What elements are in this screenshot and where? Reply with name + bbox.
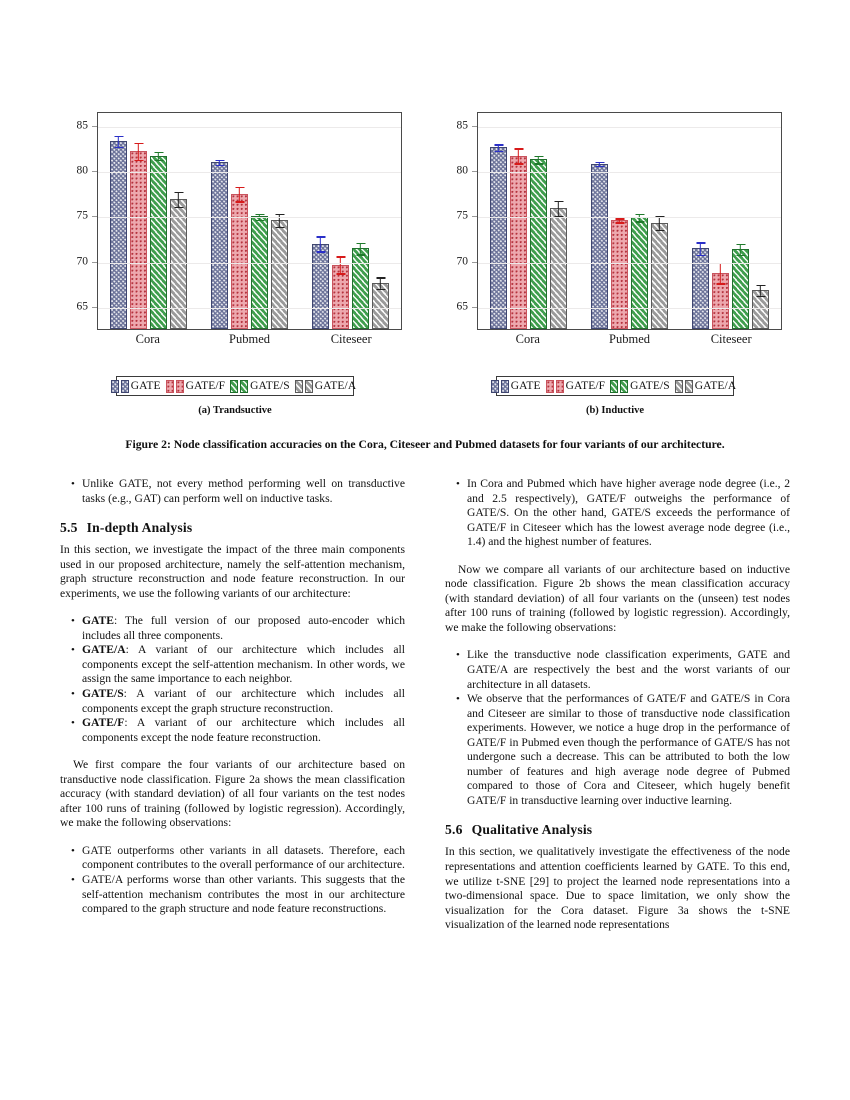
error-bar-line xyxy=(340,256,341,274)
list-item xyxy=(82,614,405,643)
gridline xyxy=(478,217,781,218)
error-bar xyxy=(696,242,705,256)
error-bar xyxy=(554,201,563,217)
y-tick-label: 85 xyxy=(456,118,468,131)
gridline xyxy=(98,217,401,218)
error-bar xyxy=(655,216,664,231)
y-axis-a xyxy=(60,112,92,330)
bar-groups-a xyxy=(98,113,401,329)
list-item: • GATE outperforms other variants in all datasets. Therefore, each component contributes to the overall performance of our architecture. xyxy=(82,844,405,873)
variant-text: : A variant of our architecture which includes all components except the graph structure reconstruction. xyxy=(82,687,405,715)
left-observations-list xyxy=(60,844,405,917)
error-bar-cap-bottom xyxy=(376,289,385,290)
chart-inductive xyxy=(440,112,790,396)
error-bar-cap-top xyxy=(554,201,563,202)
error-bar-cap-top xyxy=(514,148,523,149)
error-bar-cap-top xyxy=(154,152,163,153)
bar-gate-s-cora xyxy=(150,156,167,329)
x-axis-a xyxy=(97,332,402,347)
y-tick-label: 85 xyxy=(76,118,88,131)
error-bar-cap-bottom xyxy=(235,201,244,202)
list-item xyxy=(82,716,405,745)
plot-area-b xyxy=(477,112,782,330)
legend-label: GATE/S xyxy=(250,380,290,392)
legend-swatch xyxy=(556,380,564,393)
error-bar-cap-top xyxy=(534,156,543,157)
bar-gate-s-citeseer xyxy=(352,248,369,329)
error-bar-cap-top xyxy=(696,242,705,243)
error-bar-cap-bottom xyxy=(336,273,345,274)
error-bar-line xyxy=(178,192,179,208)
legend-swatch xyxy=(305,380,313,393)
bar-gate-a-citeseer xyxy=(372,283,389,329)
legend-label: GATE/A xyxy=(314,380,357,392)
error-bar-cap-top xyxy=(615,218,624,219)
legend-label: GATE xyxy=(510,380,541,392)
gridline xyxy=(98,308,401,309)
error-bar-cap-bottom xyxy=(615,222,624,223)
error-bar-cap-top xyxy=(356,243,365,244)
error-bar xyxy=(615,218,624,223)
error-bar-cap-bottom xyxy=(736,255,745,256)
error-bar-cap-top xyxy=(316,236,325,237)
plot-wrap-a xyxy=(60,112,410,362)
gridline xyxy=(478,172,781,173)
list-item: • Unlike GATE, not every method performing well on transductive tasks (e.g., GAT) can perform well on inductive tasks. xyxy=(82,477,405,506)
subcaption-a: (a) Trandsuctive xyxy=(198,405,272,416)
body-columns xyxy=(60,477,790,933)
bar-gate-cora xyxy=(110,141,127,329)
list-item: • GATE/A performs worse than other variants. This suggests that the self-attention mechanism contributes the most in our architecture compared to the graph structure and node feature reconstructions. xyxy=(82,873,405,917)
error-bar-cap-top xyxy=(215,160,224,161)
x-tick-label-pubmed: Pubmed xyxy=(609,332,650,346)
y-tick-label: 75 xyxy=(76,209,88,222)
figure-2 xyxy=(60,112,790,451)
subcaptions xyxy=(60,405,790,416)
legend-label: GATE/F xyxy=(185,380,226,392)
error-bar xyxy=(215,160,224,166)
legend-label: GATE xyxy=(130,380,161,392)
error-bar xyxy=(716,263,725,285)
error-bar-cap-top xyxy=(336,256,345,257)
error-bar-cap-top xyxy=(595,162,604,163)
legend-swatch xyxy=(610,380,618,393)
legend-swatch xyxy=(620,380,628,393)
legend-item-gate-a xyxy=(675,380,740,393)
x-tick-label-citeseer: Citeseer xyxy=(710,332,752,346)
gridline xyxy=(98,263,401,264)
list-item xyxy=(82,643,405,687)
y-tick-label: 80 xyxy=(456,164,468,177)
legend-swatch xyxy=(240,380,248,393)
list-item: • In Cora and Pubmed which have higher average node degree (i.e., 2 and 2.5 respectively), GATE/F outweighs the performance of GATE/S. On the other hand, GATE/S exceeds the performance of GATE/F in Citeseer which has the lowest average node degree (i.e., 1.4) and the highest number of features. xyxy=(467,477,790,550)
error-bar-cap-bottom xyxy=(356,254,365,255)
error-bar-cap-top xyxy=(635,214,644,215)
legend-swatch xyxy=(166,380,174,393)
bar-gate-a-cora xyxy=(550,208,567,329)
legend-swatch xyxy=(685,380,693,393)
gridline xyxy=(98,172,401,173)
gridline xyxy=(98,127,401,128)
y-tick-label: 65 xyxy=(76,300,88,313)
variant-name: GATE/A xyxy=(82,643,126,657)
legend-item-gate-s xyxy=(610,380,673,393)
bar-gate-pubmed xyxy=(591,164,608,329)
legend-label: GATE/A xyxy=(694,380,737,392)
error-bar xyxy=(376,277,385,290)
list-item: • Like the transductive node classification experiments, GATE and GATE/A are respectively the best and the worst variants of our architecture in all datasets. xyxy=(467,648,790,692)
legend-swatch xyxy=(121,380,129,393)
error-bar xyxy=(275,214,284,229)
error-bar-cap-bottom xyxy=(215,165,224,166)
variant-text: : A variant of our architecture which includes all components except the node feature reconstruction. xyxy=(82,716,405,744)
legend-swatch xyxy=(230,380,238,393)
plot-area-a xyxy=(97,112,402,330)
variant-text: : A variant of our architecture which includes all components except the self-attention mechanism. In other words, we assign the same importance to each neighbor. xyxy=(82,643,405,686)
error-bar-cap-bottom xyxy=(134,160,143,161)
error-bar-cap-top xyxy=(494,144,503,145)
error-bar-cap-top xyxy=(255,214,264,215)
left-column xyxy=(60,477,405,933)
y-tick-label: 70 xyxy=(76,255,88,268)
paragraph-qualitative-intro: In this section, we qualitatively investigate the effectiveness of the node representations and attention coefficients learned by GATE. To this end, we utilize t-SNE [29] to project the learned node representations into a two-dimensional space. Due to space limitation, we only show the visualization for the Cora dataset. Figure 3a shows the t-SNE visualization of the learned node representations xyxy=(445,845,790,932)
error-bar-line xyxy=(320,236,321,252)
x-axis-b xyxy=(477,332,782,347)
legend-item-gate xyxy=(111,380,164,393)
error-bar-cap-bottom xyxy=(494,151,503,152)
legend-swatch xyxy=(491,380,499,393)
bar-gate-cora xyxy=(490,147,507,329)
bar-gate-s-pubmed xyxy=(251,216,268,329)
legend-item-gate-a xyxy=(295,380,360,393)
error-bar xyxy=(154,152,163,161)
bar-gate-s-citeseer xyxy=(732,249,749,329)
error-bar-cap-top xyxy=(736,244,745,245)
error-bar-line xyxy=(720,263,721,285)
gridline xyxy=(478,308,781,309)
bar-group xyxy=(579,113,680,329)
error-bar-cap-bottom xyxy=(756,296,765,297)
error-bar xyxy=(316,236,325,252)
right-column xyxy=(445,477,790,933)
bar-gate-a-cora xyxy=(170,199,187,329)
bar-group xyxy=(478,113,579,329)
list-item xyxy=(82,687,405,716)
error-bar-line xyxy=(558,201,559,217)
bar-gate-citeseer xyxy=(312,244,329,329)
bar-group xyxy=(680,113,781,329)
legend-a xyxy=(116,376,357,396)
x-tick-label-pubmed: Pubmed xyxy=(229,332,270,346)
error-bar xyxy=(235,187,244,203)
error-bar xyxy=(114,136,123,149)
legend-item-gate-f xyxy=(546,380,609,393)
legend-item-gate-f xyxy=(166,380,229,393)
legend-swatch xyxy=(111,380,119,393)
list-item: • We observe that the performances of GATE/F and GATE/S in Cora and Citeseer are similar to those of transductive node classification experiments. However, we notice a huge drop in the performance of GATE/F in Pubmed even though the performance of GATE/S has not undergone such a decrease. This can be attributed to both the low number of features and high average node degree of Pubmed compared to those of Cora and Citeseer, which hugely benefit GATE/F in transductive learning over inductive learning. xyxy=(467,692,790,808)
legend-b xyxy=(496,376,737,396)
paragraph-in-depth-intro: In this section, we investigate the impact of the three main components used in our proposed architecture, namely the self-attention mechanism, graph structure reconstruction and node feature reconstruction. In our experiments, we use the following variants of our architecture: xyxy=(60,543,405,600)
error-bar-cap-top xyxy=(235,187,244,188)
variant-text: : The full version of our proposed auto-encoder which includes all three components. xyxy=(82,614,405,642)
bar-gate-f-pubmed xyxy=(611,220,628,329)
gridline xyxy=(478,263,781,264)
error-bar xyxy=(494,144,503,152)
legend-item-gate-s xyxy=(230,380,293,393)
variant-name: GATE xyxy=(82,614,114,628)
bar-group xyxy=(300,113,401,329)
error-bar-cap-bottom xyxy=(595,166,604,167)
right-bullet-list-top xyxy=(445,477,790,550)
variant-name: GATE/F xyxy=(82,716,125,730)
error-bar-cap-bottom xyxy=(174,207,183,208)
error-bar-cap-top xyxy=(275,214,284,215)
bar-group xyxy=(199,113,300,329)
error-bar xyxy=(736,244,745,257)
section-title: Qualitative Analysis xyxy=(471,822,593,838)
y-axis-b xyxy=(440,112,472,330)
y-tick-label: 80 xyxy=(76,164,88,177)
error-bar xyxy=(514,148,523,164)
error-bar-cap-top xyxy=(756,285,765,286)
chart-transductive xyxy=(60,112,410,396)
legend-swatch xyxy=(675,380,683,393)
error-bar-line xyxy=(518,148,519,164)
error-bar-cap-top xyxy=(376,277,385,278)
charts-row xyxy=(60,112,790,396)
error-bar-cap-bottom xyxy=(514,163,523,164)
bar-group xyxy=(98,113,199,329)
legend-swatch xyxy=(176,380,184,393)
variant-name: GATE/S xyxy=(82,687,124,701)
variants-list xyxy=(60,614,405,745)
error-bar-cap-bottom xyxy=(275,227,284,228)
bar-gate-a-pubmed xyxy=(271,220,288,329)
subcaption-b: (b) Inductive xyxy=(585,405,645,416)
bar-gate-s-pubmed xyxy=(631,217,648,329)
legend-label: GATE/S xyxy=(630,380,670,392)
paragraph-transductive-compare: We first compare the four variants of our architecture based on transductive node classification. Figure 2a shows the mean classification accuracy (with standard deviation) of all four variants on the test nodes after 100 runs of training (followed by logistic regression). Accordingly, we make the following observations: xyxy=(60,758,405,830)
error-bar-line xyxy=(138,143,139,161)
error-bar-cap-bottom xyxy=(716,283,725,284)
right-observations-list xyxy=(445,648,790,808)
legend-swatch xyxy=(546,380,554,393)
error-bar-line xyxy=(239,187,240,203)
y-tick-label: 75 xyxy=(456,209,468,222)
x-tick-label-cora: Cora xyxy=(135,332,160,346)
error-bar-cap-bottom xyxy=(655,230,664,231)
error-bar-cap-bottom xyxy=(154,160,163,161)
error-bar-cap-bottom xyxy=(316,251,325,252)
y-tick-label: 70 xyxy=(456,255,468,268)
x-tick-label-cora: Cora xyxy=(515,332,540,346)
bar-gate-citeseer xyxy=(692,248,709,329)
error-bar-cap-bottom xyxy=(534,163,543,164)
legend-swatch xyxy=(295,380,303,393)
error-bar-cap-top xyxy=(114,136,123,137)
error-bar-cap-top xyxy=(174,192,183,193)
error-bar-cap-top xyxy=(134,143,143,144)
error-bar-cap-bottom xyxy=(696,255,705,256)
bar-gate-f-citeseer xyxy=(712,273,729,329)
y-tick-label: 65 xyxy=(456,300,468,313)
legend-item-gate xyxy=(491,380,544,393)
section-number: 5.6 xyxy=(445,822,463,838)
error-bar xyxy=(756,285,765,298)
left-bullet-list-top xyxy=(60,477,405,506)
error-bar xyxy=(174,192,183,208)
section-heading-5-6 xyxy=(445,821,790,838)
section-heading-5-5 xyxy=(60,519,405,536)
bar-gate-f-cora xyxy=(510,156,527,329)
error-bar xyxy=(595,162,604,167)
x-tick-label-citeseer: Citeseer xyxy=(330,332,372,346)
error-bar xyxy=(134,143,143,161)
section-title: In-depth Analysis xyxy=(86,520,193,536)
bar-gate-f-citeseer xyxy=(332,265,349,329)
plot-wrap-b xyxy=(440,112,790,362)
error-bar-cap-bottom xyxy=(114,147,123,148)
paragraph-inductive-compare: Now we compare all variants of our architecture based on inductive node classification. Figure 2b shows the mean classification accuracy (with standard deviation) of all four variants on the (unseen) test nodes after 100 runs of training (followed by logistic regression). Accordingly, we make the following observations: xyxy=(445,562,790,634)
error-bar xyxy=(356,243,365,256)
section-number: 5.5 xyxy=(60,520,78,536)
legend-label: GATE/F xyxy=(565,380,606,392)
bar-gate-f-cora xyxy=(130,151,147,329)
legend-swatch xyxy=(501,380,509,393)
bar-gate-s-cora xyxy=(530,159,547,329)
error-bar-cap-bottom xyxy=(255,220,264,221)
error-bar-cap-bottom xyxy=(635,221,644,222)
bar-gate-a-pubmed xyxy=(651,223,668,329)
gridline xyxy=(478,127,781,128)
error-bar xyxy=(336,256,345,274)
figure-caption: Figure 2: Node classification accuracies on the Cora, Citeseer and Pubmed datasets for four variants of our architecture. xyxy=(125,438,725,451)
bar-gate-pubmed xyxy=(211,162,228,329)
error-bar xyxy=(534,156,543,165)
bar-gate-a-citeseer xyxy=(752,290,769,329)
bar-groups-b xyxy=(478,113,781,329)
